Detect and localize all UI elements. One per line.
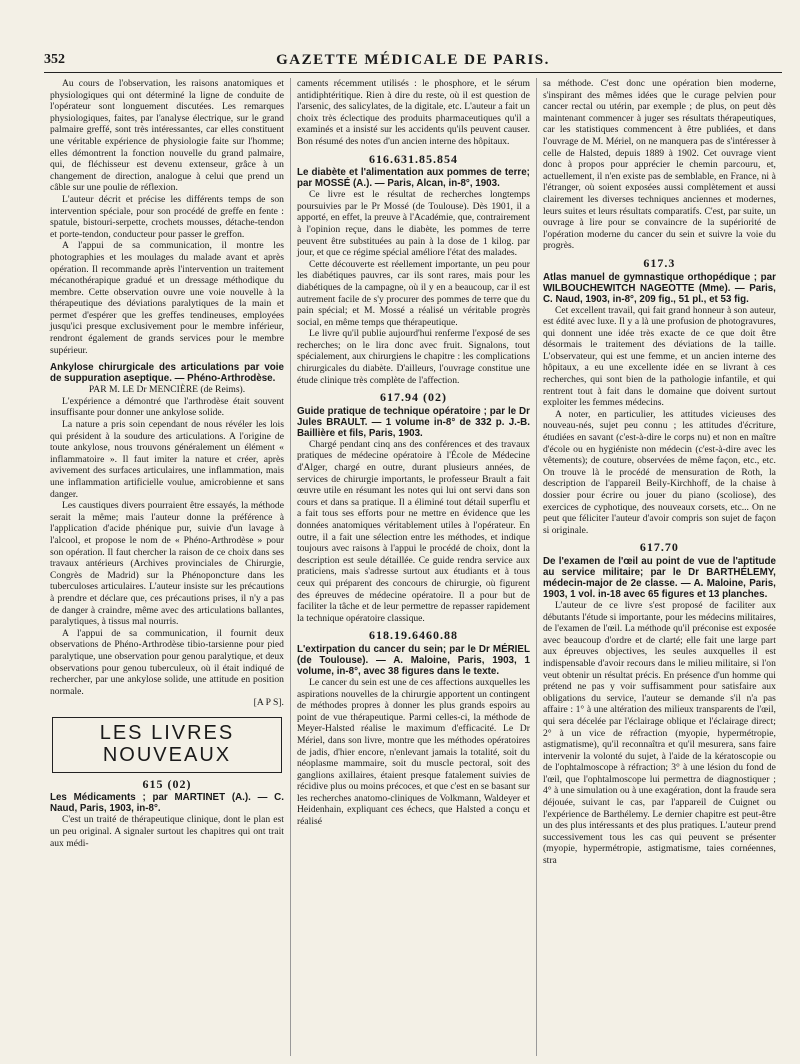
book-reference: Les Médicaments ; par MARTINET (A.). — C. Naud, Paris, 1903, in-8°. bbox=[50, 792, 284, 815]
book-reference: De l'examen de l'œil au point de vue de l'aptitude au service militaire; par le Dr BARTHÉLEMY, médecin-major de 2e classe. — A. Maloine, Paris, 1903, 1 vol. in-18 avec 65 figures et 13 planches. bbox=[542, 555, 776, 600]
section-title-line-1: LES LIVRES bbox=[99, 721, 235, 744]
paragraph: Ce livre est le résultat de recherches longtemps poursuivies par le Pr Mossé (de Toulouse). Dès 1901, il a apporté, en effet, la preuve à l'Académie, que, contrairement à l'opinion reçue, dans le diabète, les pommes de terre peuvent être substituées au pain à la dose de 1 kilog. par jour, et que ce régime spécial améliore l'état des malades. bbox=[296, 189, 530, 259]
page-header bbox=[44, 52, 782, 73]
book-reference: Guide pratique de technique opératoire ; par le Dr Jules BRAULT. — 1 volume in-8° de 332 p. J.-B. Baillière et fils, Paris, 1903. bbox=[296, 405, 530, 439]
paragraph: C'est un traité de thérapeutique clinique, dont le plan est un peu original. A signaler surtout les chapitres qui ont trait aux médi- bbox=[50, 814, 284, 849]
paragraph: Le livre qu'il publie aujourd'hui renferme l'exposé de ses recherches; on le lira donc avec fruit. Signalons, tout spécialement, aux chirurgiens le chapitre : les complications chirurgicales du diabète. D'ailleurs, l'ouvrage constitue une étude clinique très complète de l'affection. bbox=[296, 328, 530, 386]
paragraph: A l'appui de sa communication, il fournit deux observations de Phéno-Arthrodèse tibio-tarsienne pour pied paralytique, une observation pour genou paralytique, et deux observations pour genou tuberculeux, où il était indiqué de rechercher, par une ankylose solide, une attitude en position normale. bbox=[50, 627, 284, 697]
paragraph: sa méthode. C'est donc une opération bien moderne, s'inspirant des mêmes idées que le curage pelvien pour cancer rectal ou utérin, par exemple ; de plus, on peut dès maintenant commencer à juger ses résultats thérapeutiques, car les statistiques commencent à être publiées, et dans l'ouvrage de M. Mériel, on ne manquera pas de s'intéresser à celle de Halsted, depuis 1889 à 1902. Cet ouvrage vient donc à propos pour apprécier le chemin parcouru, et, actuellement, il n'en existe pas de semblable, en France, ni à l'étranger, où soient exposées aussi complètement et aussi clairement les diverses techniques anciennes et modernes, leurs suites et leurs résultats comparatifs. C'est, par suite, un ouvrage à lire pour se convaincre de la supériorité de l'opération moderne du cancer du sein et suivre la voie du progrès. bbox=[542, 78, 776, 252]
classification-number: 615 (02) bbox=[142, 776, 192, 791]
section-heading-box bbox=[52, 717, 282, 773]
paragraph: Au cours de l'observation, les raisons anatomiques et physiologiques qui ont déterminé la ligne de conduite de l'opérateur sont longuement discutées. Les remarques physiologiques, faites, par l'analyse électrique, sur le grand palmaire greffé, sont très intéressantes, car elles constituent une véritable expérience de physiologie faite sur l'homme; elles démontrent la fonction nouvelle du grand palmaire, qui, de fléchisseur est devenu extenseur, grâce à un changement de direction, analogue à celui que prend un câble sur une poulie de réflexion. bbox=[50, 78, 284, 194]
paragraph: L'expérience a démontré que l'arthrodèse était souvent insuffisante pour donner une ankylose solide. bbox=[50, 395, 284, 419]
book-reference: Le diabète et l'alimentation aux pommes de terre; par MOSSÉ (A.). — Paris, Alcan, in-8°, 1903. bbox=[296, 167, 530, 190]
journal-title: GAZETTE MÉDICALE DE PARIS. bbox=[276, 52, 550, 68]
classification-number: 617.94 (02) bbox=[379, 390, 447, 405]
paragraph: caments récemment utilisés : le phosphore, et le sérum antidiphtéritique. Rien à dire du reste, où il est question de l'arsenic, des salicylates, de la digitale, etc. L'auteur a fait un choix très éclectique des produits pharmaceutiques qu'il a examinés et a insisté sur les accidents qu'ils peuvent causer. Bon résumé des notes d'un ancien interne des hôpitaux. bbox=[296, 78, 530, 147]
book-reference: Atlas manuel de gymnastique orthopédique ; par WILBOUCHEWITCH NAGEOTTE (Mme). — Paris, C. Naud, 1903, in-8°, 209 fig., 51 pl., et 53 fig. bbox=[542, 271, 776, 305]
paragraph: L'auteur décrit et précise les différents temps de son intervention spéciale, pour son procédé de greffe en fente : spatule, bistouri-serpette, crochets mousses, détache-tendon et porte-tendon, conducteur pour passer le greffon. bbox=[50, 193, 284, 240]
signature: [A P S]. bbox=[253, 697, 284, 709]
paragraph: Cet excellent travail, qui fait grand honneur à son auteur, est édité avec luxe. Il y a là une profusion de photogravures, qui donnent une idée très exacte de ce que doit être désormais le traitement des déviations de la taille. L'observateur, qui est une femme, et un ancien interne des hôpitaux, a eu une excellente idée en se livrant à ces recherches, qui sont bien de la pathologie infantile, et qui rentrent tout à fait dans le domaine que doivent surtout exploiter les femmes médecins. bbox=[542, 304, 776, 409]
classification-number: 617.3 bbox=[643, 255, 676, 270]
paragraph: Le cancer du sein est une de ces affections auxquelles les aspirations nouvelles de la chirurgie apportent un contingent de méthodes propres à donner les plus grands espoirs au point de vue thérapeutique. Parmi celles-ci, la méthode de Meyer-Halsted réalise le maximum d'efficacité. Le Dr Mériel, dans son livre, montre que les méthodes opératoires de jadis, d'hier encore, n'enlevant jamais la totalité, soit du néoplasme mammaire, soit du muscle pectoral, soit des ganglions axillaires, étaient presque fatalement suivies de récidive plus ou moins précoces, et que c'est en se basant sur les recherches anatomo-cliniques de Volkmann, Waldeyer et Heidenhain, expliquant ces échecs, que Halsted a conçu et réalisé bbox=[296, 676, 530, 828]
classification-number: 616.631.85.854 bbox=[368, 151, 458, 166]
article-title: Ankylose chirurgicale des articulations par voie de suppuration aseptique. — Phéno-Arthrodèse. bbox=[50, 362, 284, 385]
book-reference: L'extirpation du cancer du sein; par le Dr MÉRIEL (de Toulouse). — A. Maloine, Paris, 1903, 1 volume, in-8°, avec 38 figures dans le texte. bbox=[296, 643, 530, 677]
column-3 bbox=[536, 78, 782, 1056]
columns bbox=[44, 78, 782, 1056]
paragraph: A noter, en particulier, les attitudes vicieuses des nouveau-nés, sujet peu connu ; les attitudes d'écriture, étudiées en savant (c'est-à-dire le corps nu) et non en maître d'école ou en hygiéniste non médecin (c'est-à-dire avec les vêtements); de couture, observées de même façon, etc., etc. On trouve là le procédé de mensuration de Roth, la description de l'appareil Beily-Kirchhoff, de la chaise à dossier pour écrire ou jouer du piano (scoliose), des exercices de cyphotique, des nouveaux corsets, etc... On ne peut que féliciter l'auteur d'avoir compris son sujet de façon si originale. bbox=[542, 408, 776, 536]
classification-number: 618.19.6460.88 bbox=[368, 628, 458, 643]
paragraph: Cette découverte est réellement importante, un peu pour les diabétiques pauvres, car ils sont rares, mais pour les diabétiques de la campagne, où il y en a beaucoup, car il est autrement facile de s'y procurer des pommes de terre que du pain spécial; et M. Mossé a réalisé un véritable progrès social, en même temps que thérapeutique. bbox=[296, 258, 530, 328]
column-1 bbox=[44, 78, 290, 1056]
paragraph: Les caustiques divers pourraient être essayés, la méthode serait la même; mais l'auteur donne la préférence à l'application d'acide phénique pur, suivie d'un lavage à l'alcool, et propose le nom de « Phéno-Arthrodèse » pour son opération. Il faut chercher la raison de ce choix dans ses travaux antérieurs (Archives provinciales de Chirurgie, Congrès de Madrid) sur la Phénoponcture dans les tuberculoses articulaires. L'auteur insiste sur les précautions à prendre et déclare que, ces précautions prises, il n'y a pas de danger à craindre, même avec des articulations ballantes, paralytiques, à tissus mal nourris. bbox=[50, 500, 284, 628]
section-title-line-2: NOUVEAUX bbox=[102, 743, 232, 766]
paragraph: L'auteur de ce livre s'est proposé de faciliter aux débutants l'étude si importante, pour les médecins militaires, de l'examen de l'œil. La méthode qu'il préconise est exposée avec beaucoup d'ordre et de clarté; elle fait une large part aux épreuves objectives, les seules auxquelles il est indispensable d'avoir recours dans le milieu militaire, si l'on veut obtenir un résultat précis. En présence d'un homme qui prétend ne pas y voir suffisamment pour satisfaire aux obligations du service, l'auteur se demande s'il n'a pas affaire : 1° à une altération des milieux transparents de l'œil, qui sera décelée par l'éclairage oblique et l'éclairage direct; 2° à un vice de réfraction (myopie, hypermétropie, astigmatisme), qu'il reconnaîtra et qu'il mesurera, sans faire intervenir la volonté du sujet, à l'aide de la kératoscopie ou de l'ophtalmoscope à réfraction; 3° à une lésion du fond de l'œil, que l'ophtalmoscope lui permettra de diagnostiquer ; 4° à une simulation ou à une exagération, dont la fraude sera déjouée, suivant le cas, par l'appareil de Cuignet ou l'expérience de Barthélemy. Le dernier chapitre est peut-être un des plus intéressants et des plus pratiques. L'auteur prend successivement tous les cas qui peuvent se présenter (myopie, hypermétropie, astigmatisme, taies cornéennes, stra bbox=[542, 599, 776, 867]
paragraph: A l'appui de sa communication, il montre les photographies et les moulages du malade avant et après opération. Il recommande après l'intervention un traitement mécanothérapique gradué et un dressage méthodique du membre. Cette observation ouvre une voie nouvelle à la thérapeutique des déviations paralytiques de la main et permet d'espérer que les greffes tendineuses, employées jusqu'ici presque exclusivement pour le membre inférieur, rendront également de grands services pour le membre supérieur. bbox=[50, 240, 284, 356]
article-author: PAR M. LE Dr MENCIÈRE (de Reims). bbox=[88, 384, 246, 396]
column-2 bbox=[290, 78, 536, 1056]
classification-number: 617.70 bbox=[639, 540, 679, 555]
paragraph: La nature a pris soin cependant de nous révéler les lois qui président à la soudure des articulations. A l'origine de toute ankylose, nous trouvons généralement un élément « inflammatoire ». Il faut imiter la nature et créer, après avivement des surfaces articulaires, une inflammation, mais une inflammation artificielle voulue, amicrobienne et sans danger. bbox=[50, 419, 284, 500]
paragraph: Chargé pendant cinq ans des conférences et des travaux pratiques de médecine opératoire à l'École de Médecine d'Alger, chargé en outre, durant plusieurs années, de services de chirurgie importants, le professeur Brault a fait œuvre utile en résumant les notes qui lui ont servi dans son cours et dans sa pratique. Il a éliminé tout détail superflu et a fait tous ses efforts pour ne mettre en évidence que les données anatomiques véritablement utiles à l'opérateur. En outre, il a fait une sélection entre les méthodes, et indique toujours avec raisons à l'appui le procédé de choix, dont la description est seule détaillée. Ce guide rendra service aux praticiens, mais s'adresse surtout aux étudiants et à tous ceux qui préparent des concours de chirurgie, où figurent des épreuves de médecine opératoire. Il a pour but de faciliter la tâche et de leur permettre de repasser rapidement la technique opératoire classique. bbox=[296, 438, 530, 624]
page-number: 352 bbox=[44, 52, 65, 67]
